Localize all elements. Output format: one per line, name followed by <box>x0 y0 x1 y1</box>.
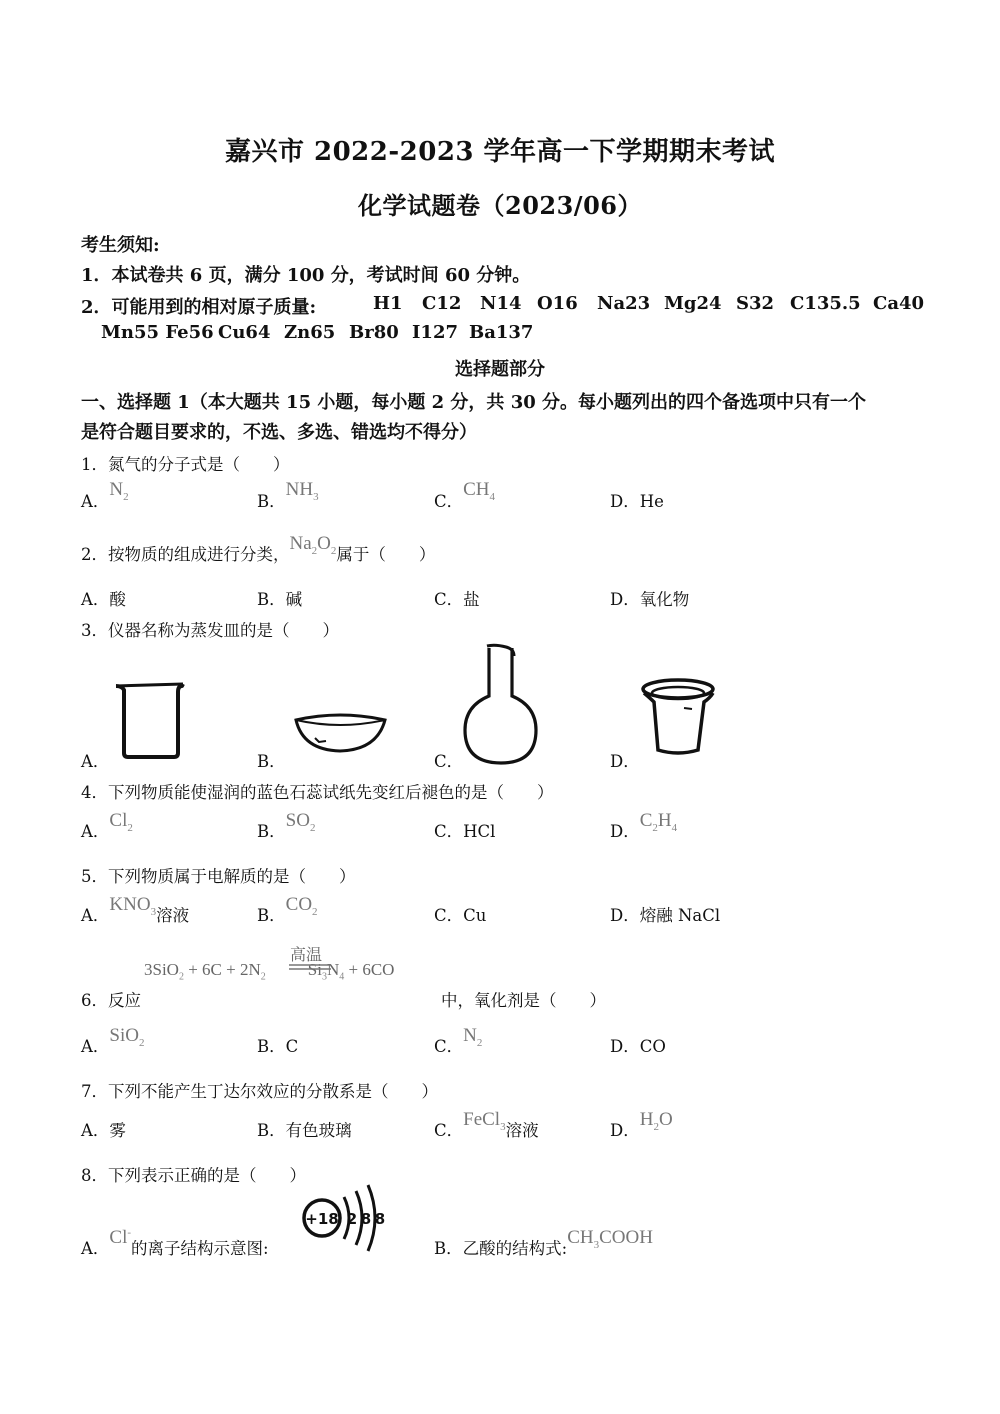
atomic-mass-ba: Ba137 <box>469 322 534 343</box>
question-7-option-c[interactable]: C．FeCl$_3$溶液 <box>434 1109 539 1140</box>
formula: $KNO_3$ <box>109 894 157 918</box>
atomic-mass-i: I127 <box>412 322 458 343</box>
formula: $N_2$ <box>109 479 129 503</box>
question-5-option-b[interactable] <box>257 894 318 929</box>
question-7-stem: 7．下列不能产生丁达尔效应的分散系是（ ） <box>81 1082 438 1101</box>
question-5-option-a[interactable]: A．$KNO_3$溶液 <box>81 894 190 925</box>
option-label: B． <box>257 822 286 841</box>
atomic-mass-s: S32 <box>736 293 775 314</box>
question-2-stem: 2．按物质的组成进行分类，$Na_2O_2$属于（ ） <box>81 533 436 564</box>
question-3-stem: 3．仪器名称为蒸发皿的是（ ） <box>81 621 339 640</box>
question-6-option-b[interactable]: B．C <box>257 1037 299 1056</box>
option-label: A． <box>81 1239 110 1258</box>
atomic-mass-cl: C135.5 <box>790 293 861 314</box>
question-1-option-d[interactable]: D．He <box>610 492 664 511</box>
crucible-icon <box>640 676 718 758</box>
option-label: A． <box>81 906 110 925</box>
option-label: B． <box>257 906 286 925</box>
atomic-mass-na: Na23 <box>597 293 651 314</box>
question-1-option-a[interactable] <box>81 479 129 515</box>
question-4-option-c[interactable]: C．HCl <box>434 822 496 841</box>
formula: $SO_2$ <box>285 810 316 834</box>
question-4-option-b[interactable] <box>257 810 316 845</box>
question-4-option-a[interactable] <box>81 810 133 845</box>
question-6-option-d[interactable]: D．CO <box>610 1037 666 1056</box>
beaker-icon <box>112 680 187 762</box>
option-label: D． <box>610 1121 640 1140</box>
atomic-mass-n: N14 <box>480 293 522 314</box>
section-title: 选择题部分 <box>455 359 545 380</box>
option-label: A． <box>81 492 110 511</box>
question-2-option-c[interactable]: C．盐 <box>434 590 480 609</box>
nucleus-charge: +18 <box>305 1210 339 1228</box>
formula: SiO$_2$ <box>109 1025 145 1049</box>
shell-1-electrons: 2 <box>346 1210 358 1228</box>
round-bottom-flask-icon <box>462 644 540 766</box>
question-6-stem-pre: 6．反应 <box>81 991 141 1010</box>
reaction-condition: 高温 <box>290 947 323 964</box>
option-label: C． <box>434 1121 464 1140</box>
formula: $NH_3$ <box>285 479 319 503</box>
notice-item-2-label: 2．可能用到的相对原子质量: <box>81 297 317 318</box>
question-6-option-c[interactable] <box>434 1025 483 1060</box>
question-7-option-d[interactable] <box>610 1109 673 1144</box>
question-8-option-a[interactable]: A．Cl-的离子结构示意图: <box>81 1226 269 1258</box>
formula: $N_2$ <box>463 1025 483 1049</box>
question-2-option-b[interactable]: B．碱 <box>257 590 303 609</box>
atomic-mass-o: O16 <box>537 293 578 314</box>
section-heading-line-1: 一、选择题 1（本大题共 15 小题，每小题 2 分，共 30 分。每小题列出的四个备选项中只有一个 <box>81 392 867 413</box>
exam-subtitle: 化学试题卷（2023/06） <box>358 191 642 220</box>
question-1-stem: 1．氮气的分子式是（ ） <box>81 455 290 474</box>
option-label: C． <box>434 492 464 511</box>
formula: $CO_2$ <box>285 894 318 918</box>
question-3-option-d[interactable]: D． <box>610 752 640 771</box>
question-8-option-b[interactable] <box>434 1227 653 1262</box>
option-label: B．乙酸的结构式: <box>434 1239 568 1258</box>
atomic-mass-mn-fe: Mn55 Fe56 <box>101 322 214 343</box>
question-5-stem: 5．下列物质属于电解质的是（ ） <box>81 867 356 886</box>
question-2-option-d[interactable]: D．氧化物 <box>610 590 690 609</box>
atomic-mass-zn: Zn65 <box>284 322 336 343</box>
notice-heading: 考生须知: <box>81 235 160 256</box>
ion-structure-diagram <box>300 1183 395 1255</box>
question-1-option-c[interactable] <box>434 479 496 515</box>
atomic-mass-cu: Cu64 <box>218 322 271 343</box>
question-3-option-c[interactable]: C． <box>434 752 464 771</box>
question-6-option-a[interactable] <box>81 1025 145 1060</box>
formula: $Cl_2$ <box>109 810 133 834</box>
atomic-mass-h: H1 <box>373 293 403 314</box>
question-5-option-c[interactable]: C．Cu <box>434 906 487 925</box>
question-5-option-d[interactable]: D．熔融 NaCl <box>610 906 721 925</box>
formula: $C_2H_4$ <box>639 810 678 834</box>
formula: FeCl$_3$ <box>463 1109 506 1133</box>
question-4-stem: 4．下列物质能使湿润的蓝色石蕊试纸先变红后褪色的是（ ） <box>81 783 554 802</box>
exam-title: 嘉兴市 2022-2023 学年高一下学期期末考试 <box>224 137 776 167</box>
formula: $H_2O$ <box>639 1109 673 1133</box>
question-2-option-a[interactable]: A．酸 <box>81 590 126 609</box>
question-8-stem: 8．下列表示正确的是（ ） <box>81 1166 306 1185</box>
question-1-option-b[interactable] <box>257 479 319 515</box>
atomic-mass-br: Br80 <box>349 322 399 343</box>
option-label: A． <box>81 1037 110 1056</box>
formula: $CH_4$ <box>463 479 496 503</box>
notice-item-1: 1．本试卷共 6 页，满分 100 分，考试时间 60 分钟。 <box>81 265 531 286</box>
option-label: A． <box>81 822 110 841</box>
formula: Cl- <box>109 1226 132 1248</box>
atomic-mass-ca: Ca40 <box>873 293 925 314</box>
question-7-option-b[interactable]: B．有色玻璃 <box>257 1121 352 1140</box>
question-7-option-a[interactable]: A．雾 <box>81 1121 126 1140</box>
question-6-stem-post: 中，氧化剂是（ ） <box>441 991 606 1010</box>
evaporating-dish-icon <box>293 712 388 754</box>
option-label: B． <box>257 492 286 511</box>
question-3-option-b[interactable]: B． <box>257 752 286 771</box>
double-arrow-sign <box>289 963 331 971</box>
atomic-mass-c: C12 <box>422 293 462 314</box>
reaction-equation: $3SiO_2 + 6C + 2N_2$ $Si_3N_4 + 6CO$ <box>144 960 395 983</box>
formula: $Na_2O_2$ <box>289 533 337 557</box>
question-4-option-d[interactable] <box>610 810 678 845</box>
question-3-option-a[interactable]: A． <box>81 752 110 771</box>
atomic-mass-mg: Mg24 <box>664 293 722 314</box>
option-label: D． <box>610 822 640 841</box>
shell-2-electrons: 8 <box>360 1210 372 1228</box>
option-label: C． <box>434 1037 464 1056</box>
shell-3-electrons: 8 <box>374 1210 386 1228</box>
formula: $CH_3COOH$ <box>567 1227 653 1251</box>
section-heading-line-2: 是符合题目要求的，不选、多选、错选均不得分） <box>81 422 477 443</box>
